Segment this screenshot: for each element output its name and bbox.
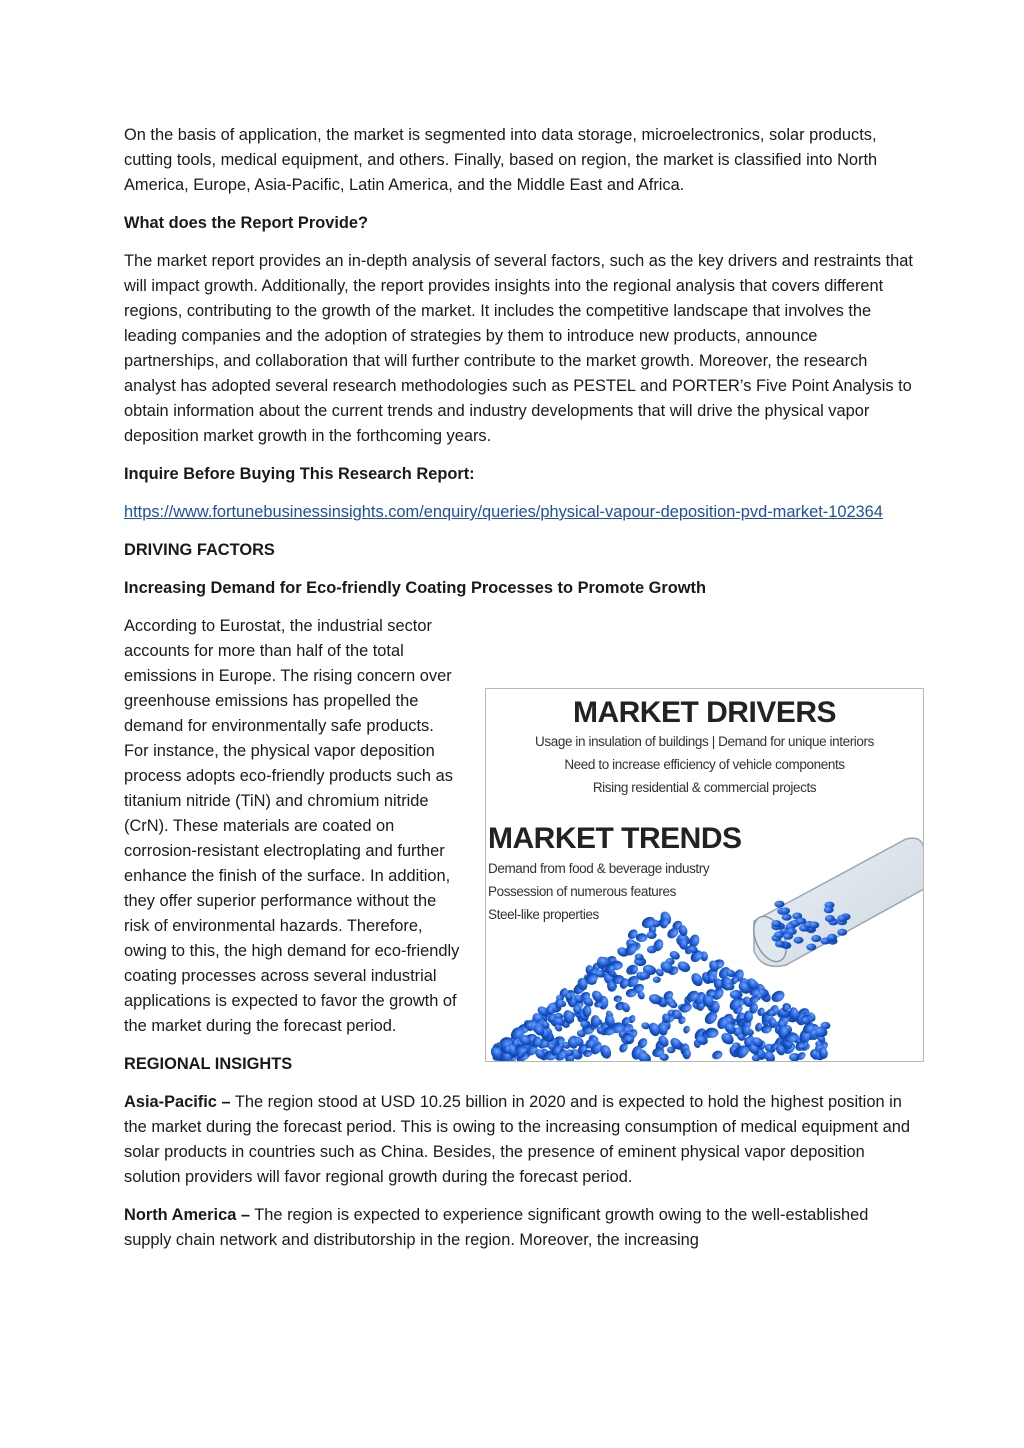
na-text: The region is expected to experience significant growth owing to the well-established supply chain network and distributorship in the region. Moreover, the increasing: [124, 1206, 869, 1249]
granule: [809, 922, 819, 929]
na-label: North America –: [124, 1206, 251, 1224]
intro-paragraph: On the basis of application, the market is segmented into data storage, microelectronics, solar products, cutting tools, medical equipment, and others. Finally, based on region, the market is classified into North America, Europe, Asia-Pacific, Latin America, and the Middle East and Africa.: [124, 126, 878, 194]
drivers-line-1: Usage in insulation of buildings | Demand for unique interiors: [535, 734, 874, 749]
granule: [825, 915, 835, 922]
granule: [771, 920, 781, 927]
drivers-line-2: Need to increase efficiency of vehicle components: [564, 757, 845, 772]
drivers-line-3: Rising residential & commercial projects: [592, 780, 817, 795]
granule: [782, 914, 792, 921]
regional-heading: REGIONAL INSIGHTS: [124, 1055, 293, 1073]
driving-heading: DRIVING FACTORS: [124, 541, 275, 559]
granule: [794, 937, 804, 944]
report-paragraph: The market report provides an in-depth analysis of several factors, such as the key drivers and restraints that will impact growth. Additionally, the report provides insights into the regional analysis that covers different regions, contributing to the growth of the market. It includes the competitive landscape that involves the leading companies and the adoption of strategies by them to introduce new products, announce partnerships, and collaboration that will further contribute to the market growth. Moreover, the research analyst has adopted several research methodologies such as PESTEL and PORTER’s Five Point Analysis to obtain information about the current trends and industry developments that will drive the physical vapor deposition market growth in the forthcoming years.: [124, 252, 913, 445]
granule: [667, 1047, 676, 1054]
driving-text: According to Eurostat, the industrial sector accounts for more than half of the total emissions in Europe. The rising concern over greenhouse emissions has propelled the demand for environmentally safe products. For instance, the physical vapor deposition process adopts eco-friendly products such as titanium nitride (TiN) and chromium nitride (CrN). These materials are coated on corrosion-resistant electroplating and further enhance the finish of the surface. In addition, they offer superior performance without the risk of environmental hazards. Therefore, owing to this, the high demand for eco-friendly coating processes across several industrial applications is expected to favor the growth of the market during the forecast period.: [124, 617, 460, 1035]
granule: [730, 990, 743, 999]
na-paragraph: [124, 1203, 914, 1253]
apac-label: Asia-Pacific –: [124, 1093, 231, 1111]
granule-pile: [489, 901, 851, 1062]
apac-text: The region stood at USD 10.25 billion in 2020 and is expected to hold the highest position in the market during the forecast period. This is owing to the increasing consumption of medical equipment and solar products in countries such as China. Besides, the presence of eminent physical vapor deposition solution providers will favor regional growth during the forecast period.: [124, 1093, 910, 1186]
granule: [806, 944, 816, 951]
granule: [783, 933, 793, 940]
test-tube: [747, 838, 924, 967]
granule: [837, 915, 847, 922]
granule: [775, 901, 785, 908]
granule: [780, 907, 790, 914]
granule: [824, 906, 834, 913]
granule: [811, 935, 821, 942]
granule: [774, 931, 784, 938]
market-drivers-title: MARKET DRIVERS: [572, 696, 836, 729]
trend-1: Demand from food & beverage industry: [488, 861, 710, 876]
trend-2: Possession of numerous features: [488, 884, 676, 899]
granule: [711, 1049, 724, 1061]
granule: [566, 1049, 574, 1056]
granule: [775, 941, 785, 948]
apac-paragraph: [124, 1090, 914, 1190]
blue-granules-illustration: [486, 689, 924, 1062]
granule: [676, 959, 692, 974]
market-infographic: [485, 688, 924, 1062]
inquire-heading: Inquire Before Buying This Research Report:: [124, 465, 475, 483]
granule: [769, 989, 786, 1005]
granule: [653, 976, 661, 983]
granule: [796, 918, 806, 925]
driving-subheading: Increasing Demand for Eco-friendly Coating Processes to Promote Growth: [124, 579, 706, 597]
trend-3: Steel-like properties: [488, 907, 599, 922]
market-trends-title: MARKET TRENDS: [488, 822, 742, 855]
granule: [689, 971, 705, 988]
inquire-link[interactable]: https://www.fortunebusinessinsights.com/enquiry/queries/physical-vapour-deposition-pvd-market-102364: [124, 503, 883, 521]
report-heading: What does the Report Provide?: [124, 214, 369, 232]
granule: [837, 929, 847, 936]
granule: [827, 934, 837, 941]
granule: [613, 995, 622, 1002]
granule: [682, 1025, 691, 1035]
